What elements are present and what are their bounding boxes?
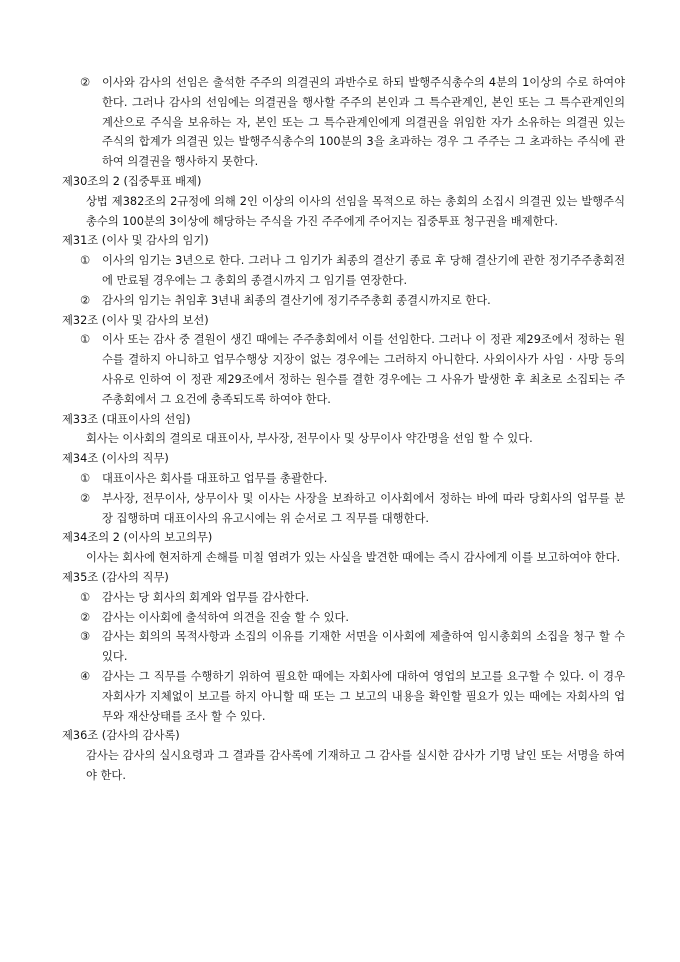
clause-number: ② — [80, 610, 91, 624]
clause-number: ③ — [80, 630, 91, 644]
clause-item — [62, 291, 625, 311]
article-paragraph: 회사는 이사회의 결의로 대표이사, 부사장, 전무이사 및 상무이사 약간명을 선임 할 수 있다. — [86, 432, 533, 446]
article-section — [62, 410, 625, 450]
clause-text: 감사는 이사회에 출석하여 의견을 진술 할 수 있다. — [102, 610, 349, 624]
clause-text: 대표이사은 회사를 대표하고 업무를 총괄한다. — [102, 471, 328, 485]
clause-number: ② — [80, 293, 91, 307]
clause-number: ① — [80, 333, 91, 347]
clause-item — [62, 330, 625, 409]
clause-text: 감사는 그 직무를 수행하기 위하여 필요한 때에는 자회사에 대하여 영업의 보고를 요구할 수 있다. 이 경우 자회사가 지체없이 보고를 하지 아니할 때 또는 그 보고의 내용을 확인할 필요가 있는 때에는 자회사의 업무와 재산상태를 조사 할 수 있다. — [102, 669, 625, 723]
article-heading: 제32조 (이사 및 감사의 보선) — [62, 313, 209, 327]
clause-item — [62, 588, 625, 608]
clause-text: 이사의 임기는 3년으로 한다. 그러나 그 임기가 최종의 결산기 종료 후 당해 결산기에 관한 정기주주총회전에 만료될 경우에는 그 총회의 종결시까지 그 임기를 연장한다. — [102, 254, 625, 287]
article-heading: 제36조 (감사의 감사록) — [62, 729, 180, 743]
clause-number: ① — [80, 471, 91, 485]
article-section — [62, 73, 625, 172]
clause-item — [62, 73, 625, 172]
clause-item — [62, 251, 625, 291]
clause-item — [62, 608, 625, 628]
clause-text: 감사는 당 회사의 회계와 업무를 감사한다. — [102, 590, 310, 604]
clause-number: ② — [80, 76, 91, 89]
clause-item — [62, 489, 625, 529]
clause-number: ① — [80, 590, 91, 604]
article-section — [62, 231, 625, 310]
article-section — [62, 528, 625, 568]
article-heading: 제34조의 2 (이사의 보고의무) — [62, 531, 213, 545]
article-section — [62, 726, 625, 785]
article-section — [62, 172, 625, 231]
article-section — [62, 449, 625, 528]
article-heading: 제33조 (대표이사의 선임) — [62, 412, 191, 426]
clause-number: ① — [80, 254, 91, 268]
article-section — [62, 568, 625, 726]
clause-text: 부사장, 전무이사, 상무이사 및 이사는 사장을 보좌하고 이사회에서 정하는 바에 따라 당회사의 업무를 분장 집행하며 대표이사의 유고시에는 위 순서로 그 직무를 대행한다. — [102, 491, 625, 525]
clause-number: ④ — [80, 669, 91, 683]
clause-text: 감사의 임기는 취임후 3년내 최종의 결산기에 정기주주총회 종결시까지로 한다. — [102, 293, 491, 307]
article-paragraph: 이사는 회사에 현저하게 손해를 미칠 염려가 있는 사실을 발견한 때에는 즉시 감사에게 이를 보고하여야 한다. — [86, 551, 621, 565]
article-heading: 제34조 (이사의 직무) — [62, 452, 169, 466]
article-heading: 제35조 (감사의 직무) — [62, 570, 169, 584]
clause-text: 이사 또는 감사 중 결원이 생긴 때에는 주주총회에서 이를 선임한다. 그러나 이 정관 제29조에서 정하는 원수를 결하지 아니하고 업무수행상 지장이 없는 경우에는 그러하지 아니한다. 사외이사가 사임 · 사망 등의 사유로 인하여 이 정관 제29조에서 정하는 원수를 결한 경우에는 그 사유가 발생한 후 최초로 소집되는 주주총회에서 그 요건에 충족되도록 하여야 한다. — [102, 333, 625, 406]
clause-item — [62, 469, 625, 489]
clause-text: 감사는 회의의 목적사항과 소집의 이유를 기재한 서면을 이사회에 제출하여 임시총회의 소집을 청구 할 수 있다. — [102, 630, 625, 664]
clause-text: 이사와 감사의 선임은 출석한 주주의 의결권의 과반수로 하되 발행주식총수의 4분의 1이상의 수로 하여야 한다. 그러나 감사의 선임에는 의결권을 행사할 주주의 본인과 그 특수관계인, 본인 또는 그 특수관계인의 계산으로 주식을 보유하는 자, 본인 또는 그 특수관계인에게 의결권을 위임한 자가 소유하는 의결권 있는 주식의 합계가 의결권 있는 발행주식총수의 100분의 3을 초과하는 경우 그 주주는 그 초과하는 주식에 관하여 의결권을 행사하지 못한다. — [102, 76, 625, 169]
article-heading: 제30조의 2 (집중투표 배제) — [62, 174, 202, 188]
clause-item — [62, 627, 625, 667]
article-paragraph: 감사는 감사의 실시요령과 그 결과를 감사록에 기재하고 그 감사를 실시한 감사가 기명 날인 또는 서명을 하여야 한다. — [86, 749, 625, 782]
clause-item — [62, 667, 625, 726]
clause-number: ② — [80, 491, 91, 505]
article-heading: 제31조 (이사 및 감사의 임기) — [62, 234, 209, 248]
article-section — [62, 311, 625, 410]
article-paragraph: 상법 제382조의 2규정에 의해 2인 이상의 이사의 선임을 목적으로 하는 총회의 소집시 의결권 있는 발행주식총수의 100분의 3이상에 해당하는 주식을 가진 주주에게 주어지는 집중투표 청구권을 배제한다. — [86, 194, 625, 228]
